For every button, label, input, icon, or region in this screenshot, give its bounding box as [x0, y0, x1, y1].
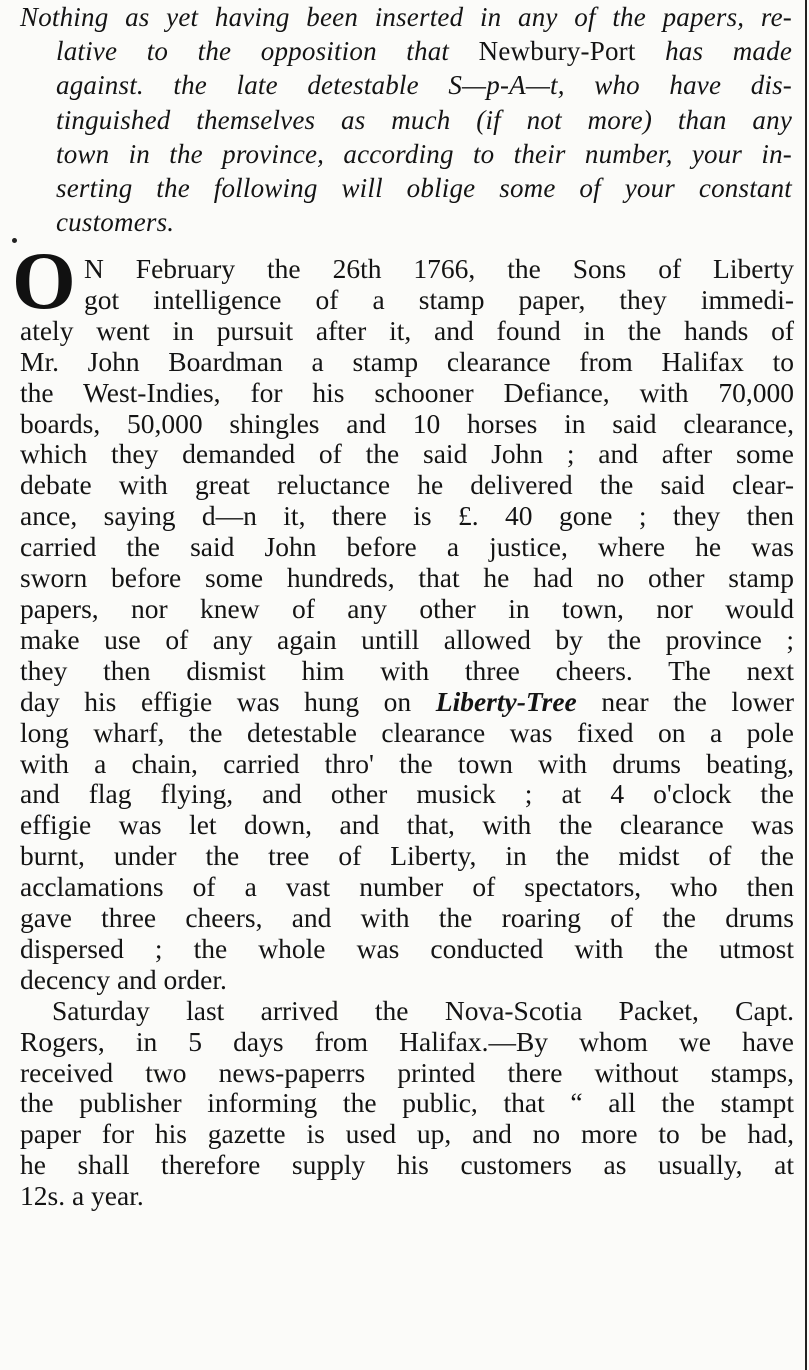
intro-line: customers.	[56, 207, 175, 238]
article-line: long wharf, the detestable clearance was fixed on a pole	[20, 716, 794, 748]
article-line: N February the 26th 1766, the Sons of Liberty	[84, 253, 794, 284]
news-line: Rogers, in 5 days from Halifax.—By whom we have	[20, 1025, 794, 1057]
news-line: received two news-paperrs printed there without stamps,	[20, 1056, 794, 1088]
article-line: with a chain, carried thro' the town with drums beating,	[20, 747, 794, 779]
intro-line-text: lative to the opposition that	[56, 36, 450, 67]
article-line: debate with great reluctance he delivered the said clear-	[20, 469, 794, 501]
article-line: ately went in pursuit after it, and found in the hands of	[20, 314, 794, 346]
news-line: 12s. a year.	[20, 1180, 144, 1212]
article-line: burnt, under the tree of Liberty, in the midst of the	[20, 840, 794, 872]
article-line: carried the said John before a justice, where he was	[20, 531, 794, 563]
article-line: and flag flying, and other musick ; at 4 o'clock the	[20, 778, 794, 810]
article-line: dispersed ; the whole was conducted with the utmost	[20, 932, 794, 964]
news-line: he shall therefore supply his customers as usually, at	[20, 1149, 794, 1181]
town-name: Newbury-Port	[478, 36, 636, 67]
drop-cap: O	[12, 235, 76, 326]
column-rule	[805, 0, 807, 1370]
news-line: paper for his gazette is used up, and no more to be had,	[20, 1118, 794, 1150]
article-body	[20, 254, 794, 1212]
article-line	[20, 687, 794, 718]
article-line: sworn before some hundreds, that he had no other stamp	[20, 562, 794, 594]
article-line: Mr. John Boardman a stamp clearance from Halifax to	[20, 345, 794, 377]
article-line: they then dismist him with three cheers. The next	[20, 654, 794, 686]
intro-line: serting the following will oblige some of your constant	[56, 173, 792, 204]
intro-line: tinguished themselves as much (if not more) than any	[56, 104, 792, 135]
article-line: decency and order.	[20, 963, 227, 995]
article-line: make use of any again untill allowed by the province ;	[20, 623, 794, 655]
article-line: ance, saying d—n it, there is £. 40 gone ; they then	[20, 500, 794, 532]
article-line: effigie was let down, and that, with the clearance was	[20, 809, 794, 841]
intro-line: against. the late detestable S—p-A—t, who have dis-	[56, 70, 792, 101]
article-line: the West-Indies, for his schooner Defiance, with 70,000	[20, 376, 794, 408]
intro-line: town in the province, according to their number, your in-	[56, 138, 792, 169]
news-line: the publisher informing the public, that “ all the stampt	[20, 1087, 794, 1119]
intro-line: Nothing as yet having been inserted in any of the papers, re-	[20, 2, 792, 32]
article-line: acclamations of a vast number of spectators, who then	[20, 871, 794, 903]
article-line: papers, nor knew of any other in town, nor would	[20, 592, 794, 624]
article-line: boards, 50,000 shingles and 10 horses in said clearance,	[20, 407, 794, 439]
article-line: which they demanded of the said John ; and after some	[20, 438, 794, 470]
liberty-tree-name: Liberty-Tree	[435, 685, 577, 717]
intro-line	[20, 34, 792, 68]
article-line: gave three cheers, and with the roaring of the drums	[20, 902, 794, 934]
intro-line-tail: has made	[665, 36, 793, 67]
article-line-text: day his effigie was hung on	[20, 685, 412, 717]
article-line-tail: near the lower	[601, 685, 795, 717]
intro-paragraph	[20, 0, 792, 239]
article-line: got intelligence of a stamp paper, they immedi-	[84, 283, 794, 315]
news-line: Saturday last arrived the Nova-Scotia Packet, Capt.	[52, 994, 794, 1026]
